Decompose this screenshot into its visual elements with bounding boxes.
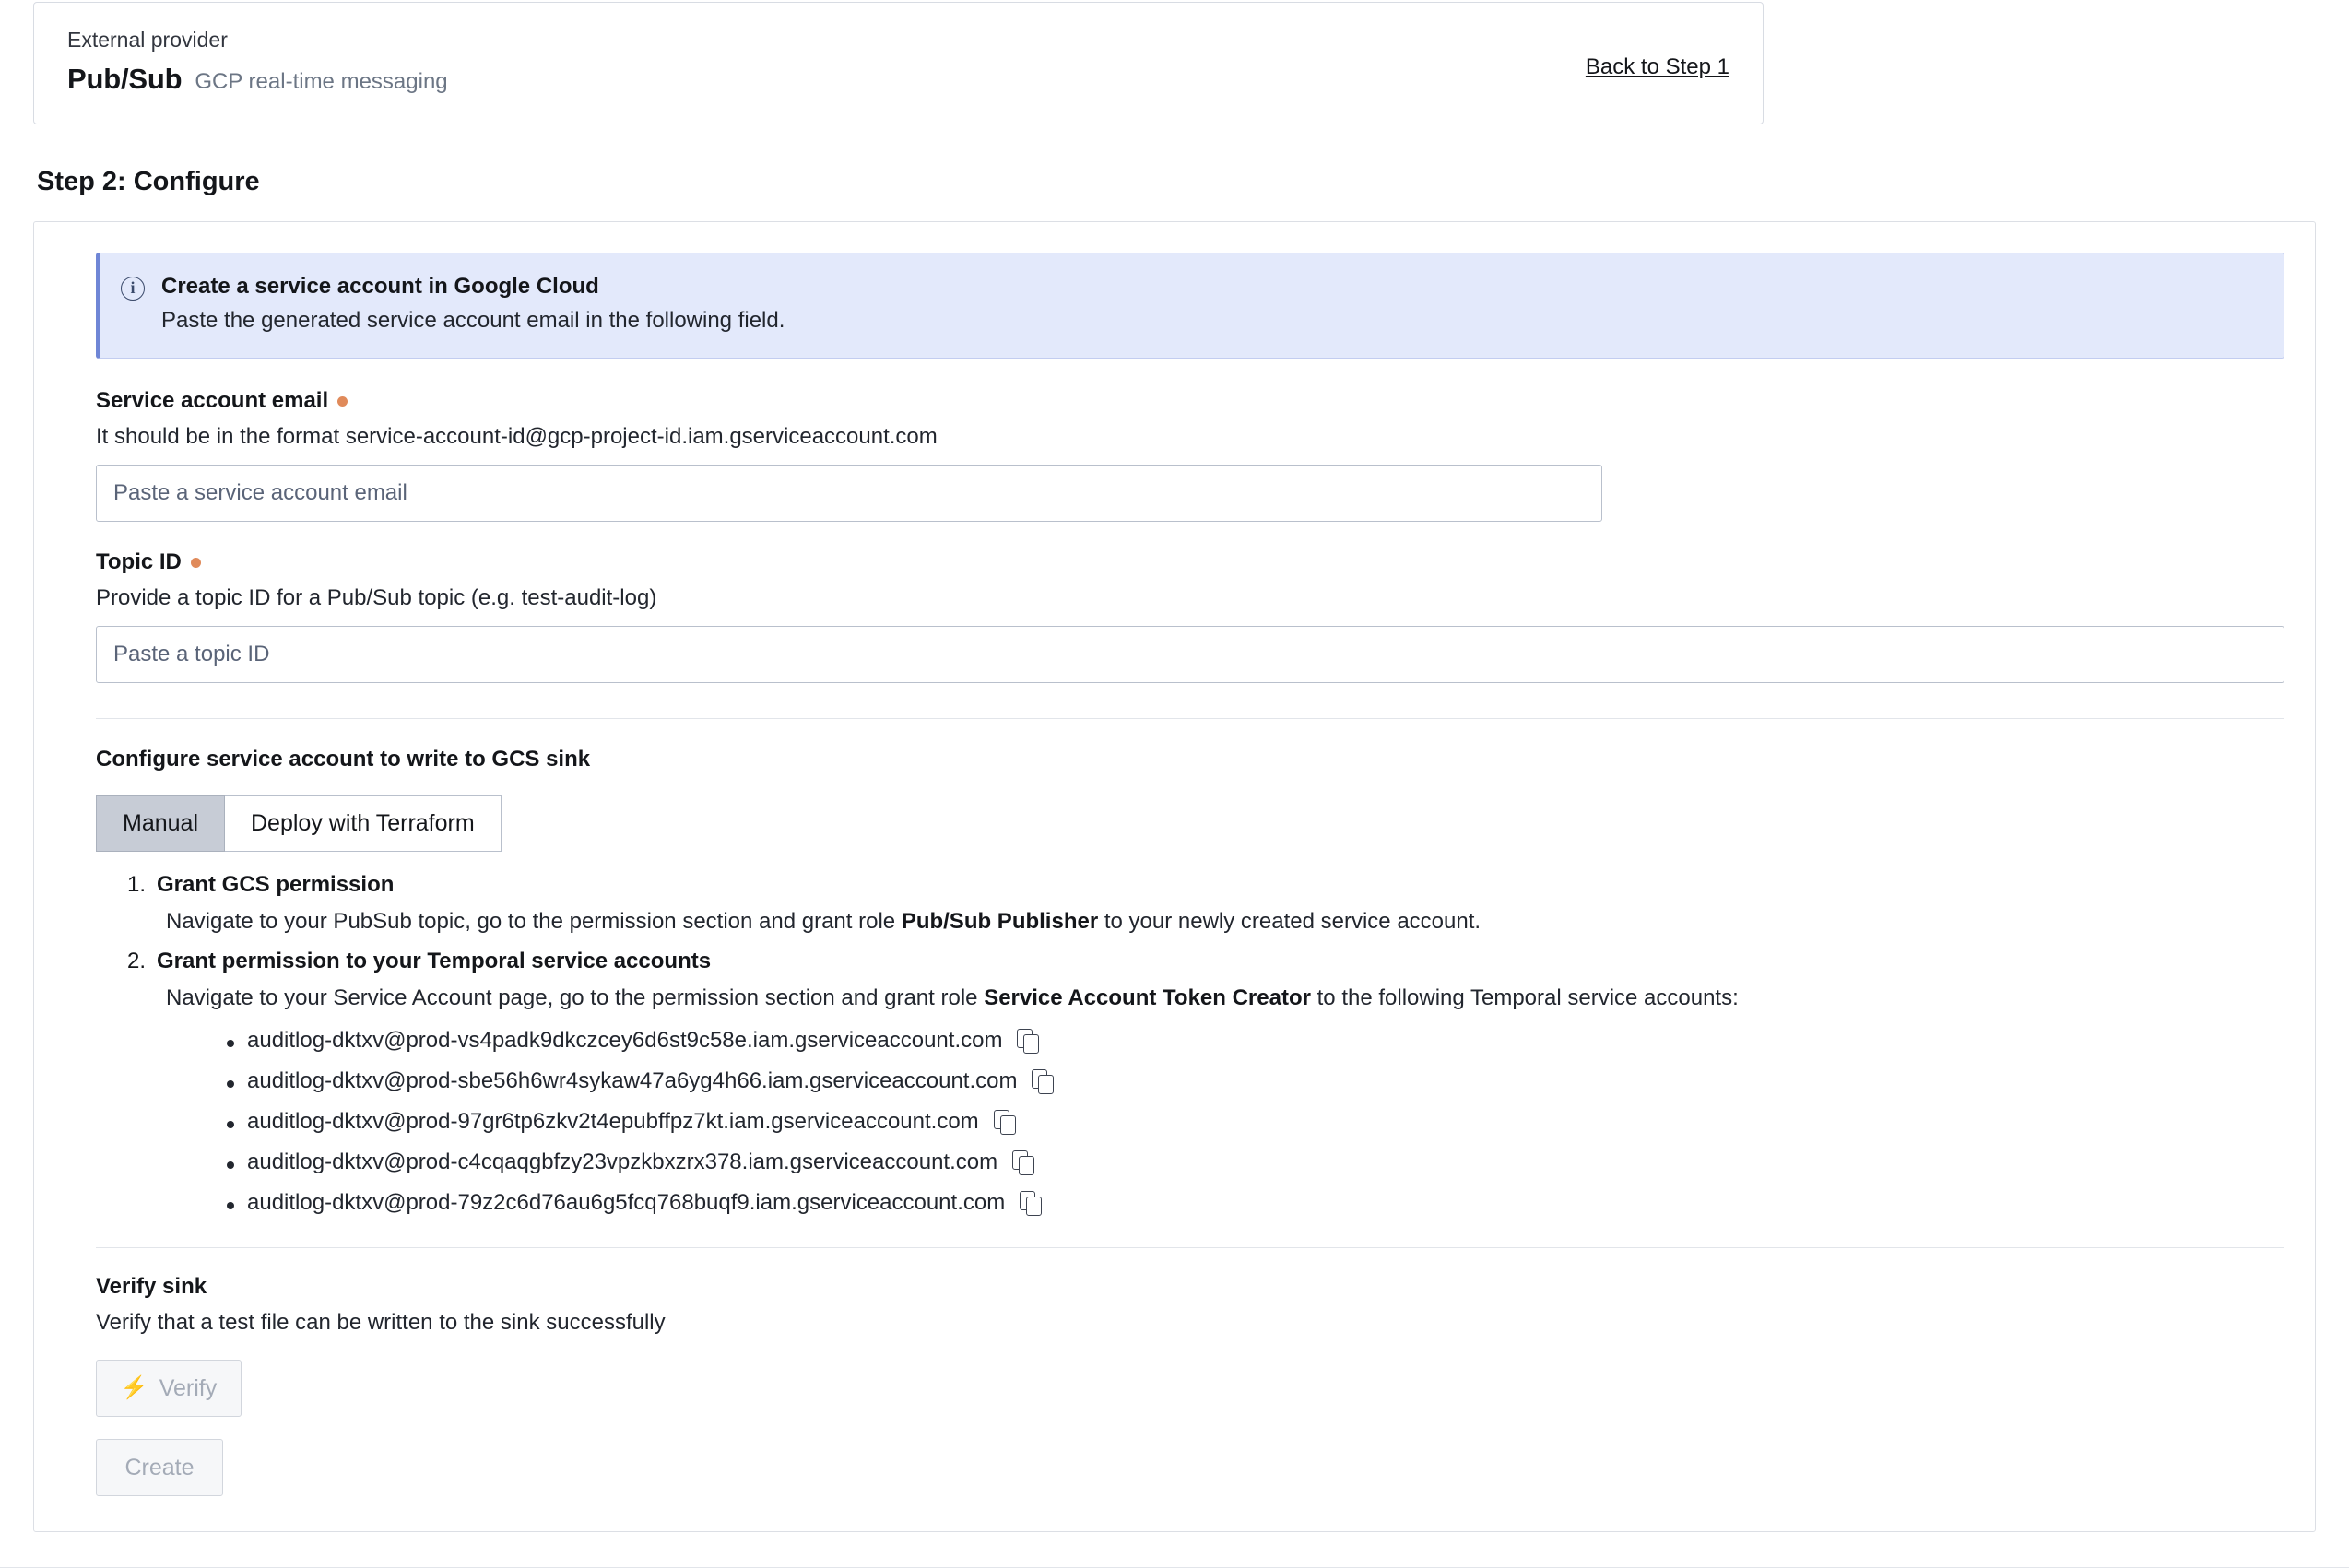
step-2-desc-role: Service Account Token Creator [984, 984, 1311, 1010]
copy-icon[interactable] [1032, 1069, 1054, 1093]
verify-button-label: Verify [159, 1374, 218, 1401]
back-to-step-1-link[interactable]: Back to Step 1 [1585, 54, 1729, 79]
service-account-email-value: auditlog-dktxv@prod-vs4padk9dkczcey6d6st9c58e.iam.gserviceaccount.com [247, 1028, 1003, 1054]
step-1 [122, 872, 2285, 937]
topic-id-help: Provide a topic ID for a Pub/Sub topic (e.g. test-audit-log) [96, 585, 657, 611]
step-2-title-row [122, 949, 2285, 974]
step-1-desc-role: Pub/Sub Publisher [901, 909, 1099, 935]
page-title: Step 2: Configure [37, 167, 260, 197]
service-account-email-value: auditlog-dktxv@prod-79z2c6d76au6g5fcq768buqf9.iam.gserviceaccount.com [247, 1190, 1006, 1216]
create-button[interactable] [96, 1439, 223, 1496]
step-2-desc-before: Navigate to your Service Account page, go to the permission section and grant role [166, 984, 985, 1010]
step-1-number: 1. [126, 872, 146, 898]
copy-icon[interactable] [1020, 1191, 1042, 1215]
step-1-desc-after: to your newly created service account. [1098, 909, 1481, 935]
provider-header-card [33, 2, 1764, 124]
list-item [223, 1190, 2285, 1216]
step-2-desc-after: to the following Temporal service accounts: [1310, 984, 1739, 1010]
tab-manual[interactable]: Manual [96, 795, 225, 852]
step-2-description [166, 984, 2285, 1013]
service-account-email-value: auditlog-dktxv@prod-c4cqaqgbfzy23vpzkbxzrx378.iam.gserviceaccount.com [247, 1149, 998, 1175]
list-item [223, 1028, 2285, 1054]
configure-page [0, 2, 2349, 1568]
required-dot-icon [337, 396, 348, 407]
service-account-email-label-row [96, 388, 2285, 414]
bolt-icon: ⚡ [120, 1375, 148, 1401]
tab-deploy-with-terraform[interactable]: Deploy with Terraform [225, 795, 502, 852]
callout-title: Create a service account in Google Cloud [161, 274, 599, 300]
service-account-email-field [96, 388, 2285, 522]
step-1-desc-before: Navigate to your PubSub topic, go to the permission section and grant role [166, 909, 902, 935]
provider-title-row [67, 63, 448, 96]
step-2-title: Grant permission to your Temporal service accounts [157, 948, 712, 973]
divider [96, 1247, 2284, 1248]
configure-tabs [96, 795, 2285, 852]
verify-sink-text: Verify that a test file can be written to the sink successfully [96, 1310, 666, 1336]
provider-subtitle: GCP real-time messaging [195, 69, 448, 95]
topic-id-label: Topic ID [96, 549, 182, 575]
provider-info [67, 29, 448, 96]
configure-panel [33, 221, 2316, 1532]
service-account-email-value: auditlog-dktxv@prod-sbe56h6wr4sykaw47a6yg4h66.iam.gserviceaccount.com [247, 1068, 1018, 1094]
topic-id-field [96, 549, 2285, 683]
list-item [223, 1149, 2285, 1175]
list-item [223, 1109, 2285, 1135]
step-1-title-row [122, 872, 2285, 898]
verify-button[interactable] [96, 1360, 242, 1417]
callout-body [161, 274, 785, 334]
copy-icon[interactable] [994, 1110, 1016, 1134]
configure-section-title: Configure service account to write to GCS sink [96, 747, 591, 772]
copy-icon[interactable] [1012, 1150, 1034, 1174]
service-account-email-input[interactable] [96, 465, 1602, 522]
step-1-title: Grant GCS permission [157, 872, 395, 898]
topic-id-placeholder: Paste a topic ID [113, 642, 270, 667]
info-callout [96, 253, 2284, 359]
provider-title: Pub/Sub [67, 63, 183, 96]
create-button-label: Create [124, 1454, 195, 1480]
verify-sink-title: Verify sink [96, 1274, 207, 1300]
step-1-description [166, 907, 2285, 937]
callout-text: Paste the generated service account email in the following field. [161, 308, 785, 334]
required-dot-icon [191, 558, 201, 568]
service-account-email-value: auditlog-dktxv@prod-97gr6tp6zkv2t4epubffpz7kt.iam.gserviceaccount.com [247, 1109, 979, 1135]
topic-id-label-row [96, 549, 2285, 575]
divider [96, 718, 2284, 719]
list-item [223, 1068, 2285, 1094]
copy-icon[interactable] [1017, 1029, 1039, 1053]
service-account-email-placeholder: Paste a service account email [113, 480, 407, 506]
manual-steps [122, 872, 2285, 1216]
service-account-list [223, 1028, 2285, 1216]
service-account-email-help: It should be in the format service-account-id@gcp-project-id.iam.gserviceaccount.com [96, 424, 938, 450]
topic-id-input[interactable] [96, 626, 2284, 683]
service-account-email-label: Service account email [96, 388, 329, 414]
step-2-number: 2. [126, 948, 146, 973]
info-icon: i [121, 277, 145, 301]
provider-kicker: External provider [67, 28, 228, 52]
step-2 [122, 949, 2285, 1216]
